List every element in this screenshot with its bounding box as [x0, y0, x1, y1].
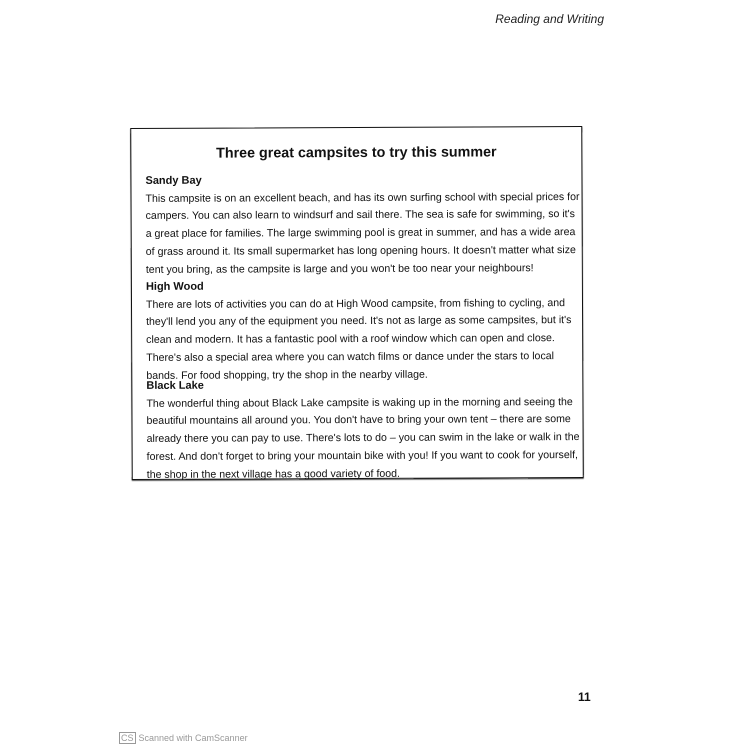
camscanner-logo-icon: CS — [121, 733, 134, 743]
section-heading: Black Lake — [146, 379, 204, 392]
section-heading: High Wood — [145, 280, 204, 293]
text-line: This campsite is on an excellent beach, and has its own surfing school with special prices for — [145, 190, 580, 205]
text-line: There are lots of activities you can do at High Wood campsite, from fishing to cycling, and — [145, 296, 566, 311]
text-line: of grass around it. Its small supermarket has long opening hours. It doesn't matter what size — [145, 243, 576, 258]
text-line: campers. You can also learn to windsurf and sail there. The sea is safe for swimming, so it's — [145, 208, 575, 223]
text-line: clean and modern. It has a fantastic pool with a roof window which can open and close. — [146, 332, 555, 347]
text-line: The wonderful thing about Black Lake campsite is waking up in the morning and seeing the — [146, 395, 573, 410]
section-sandy-bay — [145, 171, 579, 279]
article-title: Three great campsites to try this summer — [216, 144, 497, 162]
text-line: tent you bring, as the campsite is large and you won't be too near your neighbours! — [145, 261, 534, 276]
section-high-wood — [146, 277, 572, 385]
camscanner-watermark — [119, 732, 248, 744]
text-line: There's also a special area where you can watch films or dance under the stars to local — [146, 349, 555, 364]
page-number: 11 — [578, 690, 591, 704]
campsites-text-box — [130, 126, 584, 480]
section-heading: Sandy Bay — [145, 174, 202, 187]
watermark-text: Scanned with CamScanner — [138, 733, 248, 743]
text-line: already there you can pay to use. There's lots to do – you can swim in the lake or walk in the — [146, 431, 580, 446]
text-line: they'll lend you any of the equipment you need. It's not as large as some campsites, but it's — [146, 314, 572, 329]
text-line: forest. And don't forget to bring your mountain bike with you! If you want to cook for yourself, — [146, 448, 579, 463]
text-line: bands. For food shopping, try the shop in the nearby village. — [146, 368, 428, 382]
section-black-lake — [146, 376, 579, 484]
text-line: the shop in the next village has a good variety of food. — [146, 467, 401, 481]
text-line: a great place for families. The large swimming pool is great in summer, and has a wide area — [145, 226, 576, 241]
running-header: Reading and Writing — [495, 12, 604, 26]
text-line: beautiful mountains all around you. You don't have to bring your own tent – there are some — [146, 413, 571, 428]
